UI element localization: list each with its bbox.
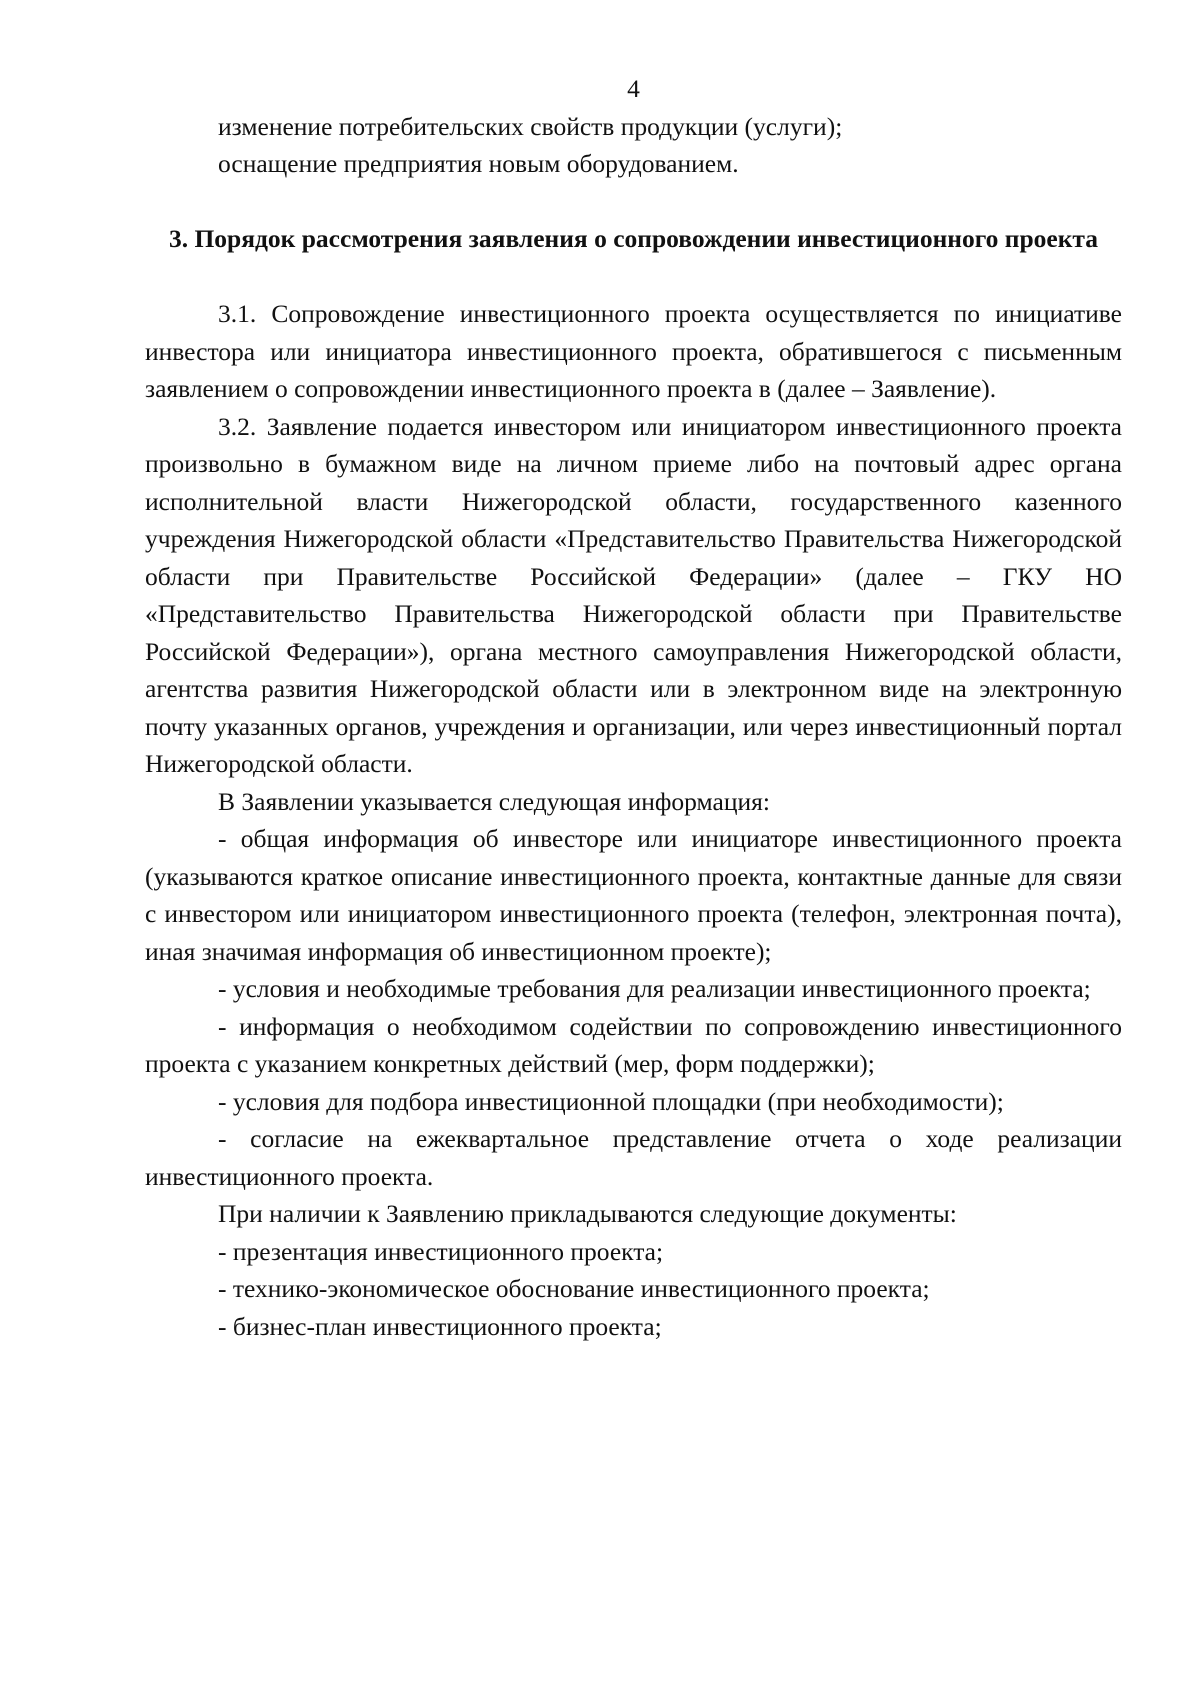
info-item: - условия для подбора инвестиционной площадки (при необходимости); [218,1086,1004,1116]
paragraph-3-2: 3.2. Заявление подается инвестором или инициатором инвестиционного проекта произвольно в бумажном виде на личном приеме либо на почтовый адрес органа исполнительной власти Нижегородской области, государственного казенного учреждения Нижегородской области «Представительство Правительства Нижегородской области при Правительстве Российской Федерации» (далее – ГКУ НО «Представительство Правительства Нижегородской области при Правительстве Российской Федерации»), органа местного самоуправления Нижегородской области, агентства развития Нижегородской области или в электронном виде на электронную почту указанных органов, учреждения и организации, или через инвестиционный портал Нижегородской области. [145,411,1122,778]
docs-item: - бизнес-план инвестиционного проекта; [218,1311,662,1341]
info-intro: В Заявлении указывается следующая информация: [218,786,770,816]
info-item: - общая информация об инвесторе или инициаторе инвестиционного проекта (указываются краткое описание инвестиционного проекта, контактные данные для связи с инвестором или инициатором инвестиционного проекта (телефон, электронная почта), иная значимая информация об инвестиционном проекте); [145,824,1122,966]
docs-item: - презентация инвестиционного проекта; [218,1236,664,1266]
docs-item: - технико-экономическое обоснование инвестиционного проекта; [218,1274,930,1303]
info-item: - информация о необходимом содействии по сопровождению инвестиционного проекта с указанием конкретных действий (мер, форм поддержки); [145,1011,1122,1078]
page-number: 4 [627,74,640,103]
intro-line: изменение потребительских свойств продукции (услуги); [218,111,843,141]
document-page [145,70,1122,1345]
docs-intro: При наличии к Заявлению прикладываются следующие документы: [218,1199,957,1228]
section-heading: 3. Порядок рассмотрения заявления о сопровождении инвестиционного проекта [168,223,1099,253]
info-item: - согласие на ежеквартальное представление отчета о ходе реализации инвестиционного проекта. [145,1124,1122,1191]
info-item: - условия и необходимые требования для реализации инвестиционного проекта; [218,974,1091,1003]
paragraph-3-1: 3.1. Сопровождение инвестиционного проекта осуществляется по инициативе инвестора или инициатора инвестиционного проекта, обратившегося с письменным заявлением о сопровождении инвестиционного проекта в (далее – Заявление). [145,299,1122,403]
intro-line: оснащение предприятия новым оборудованием. [218,149,739,178]
